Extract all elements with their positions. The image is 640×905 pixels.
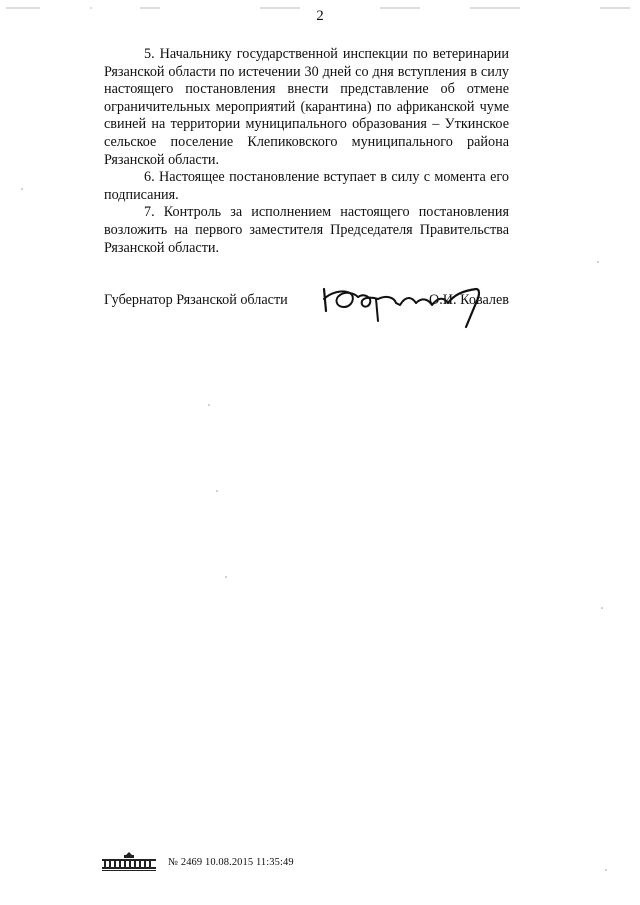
government-building-logo: [100, 851, 158, 873]
document-body: [104, 46, 509, 257]
paragraph-7: 7. Контроль за исполнением настоящего постановления возложить на первого заместителя Председателя Правительства Рязанской области.: [104, 204, 509, 256]
registration-footer: [100, 850, 294, 874]
signatory-title: Губернатор Рязанской области: [104, 292, 288, 308]
registration-number: № 2469 10.08.2015 11:35:49: [168, 856, 294, 868]
handwritten-signature: [320, 275, 490, 337]
signatory-name: О.И. Ковалев: [429, 292, 509, 308]
paragraph-5: 5. Начальнику государственной инспекции по ветеринарии Рязанской области по истечении 30 дней со дня вступления в силу настоящего постановления внести представление об отмене ограничительных мероприятий (карантина) по африканской чуме свиней на территории муниципального образования – Уткинское сельское поселение Клепиковского муниципального района Рязанской области.: [104, 46, 509, 168]
paragraph-6: 6. Настоящее постановление вступает в силу с момента его подписания.: [104, 169, 509, 203]
page-number: 2: [316, 8, 324, 24]
